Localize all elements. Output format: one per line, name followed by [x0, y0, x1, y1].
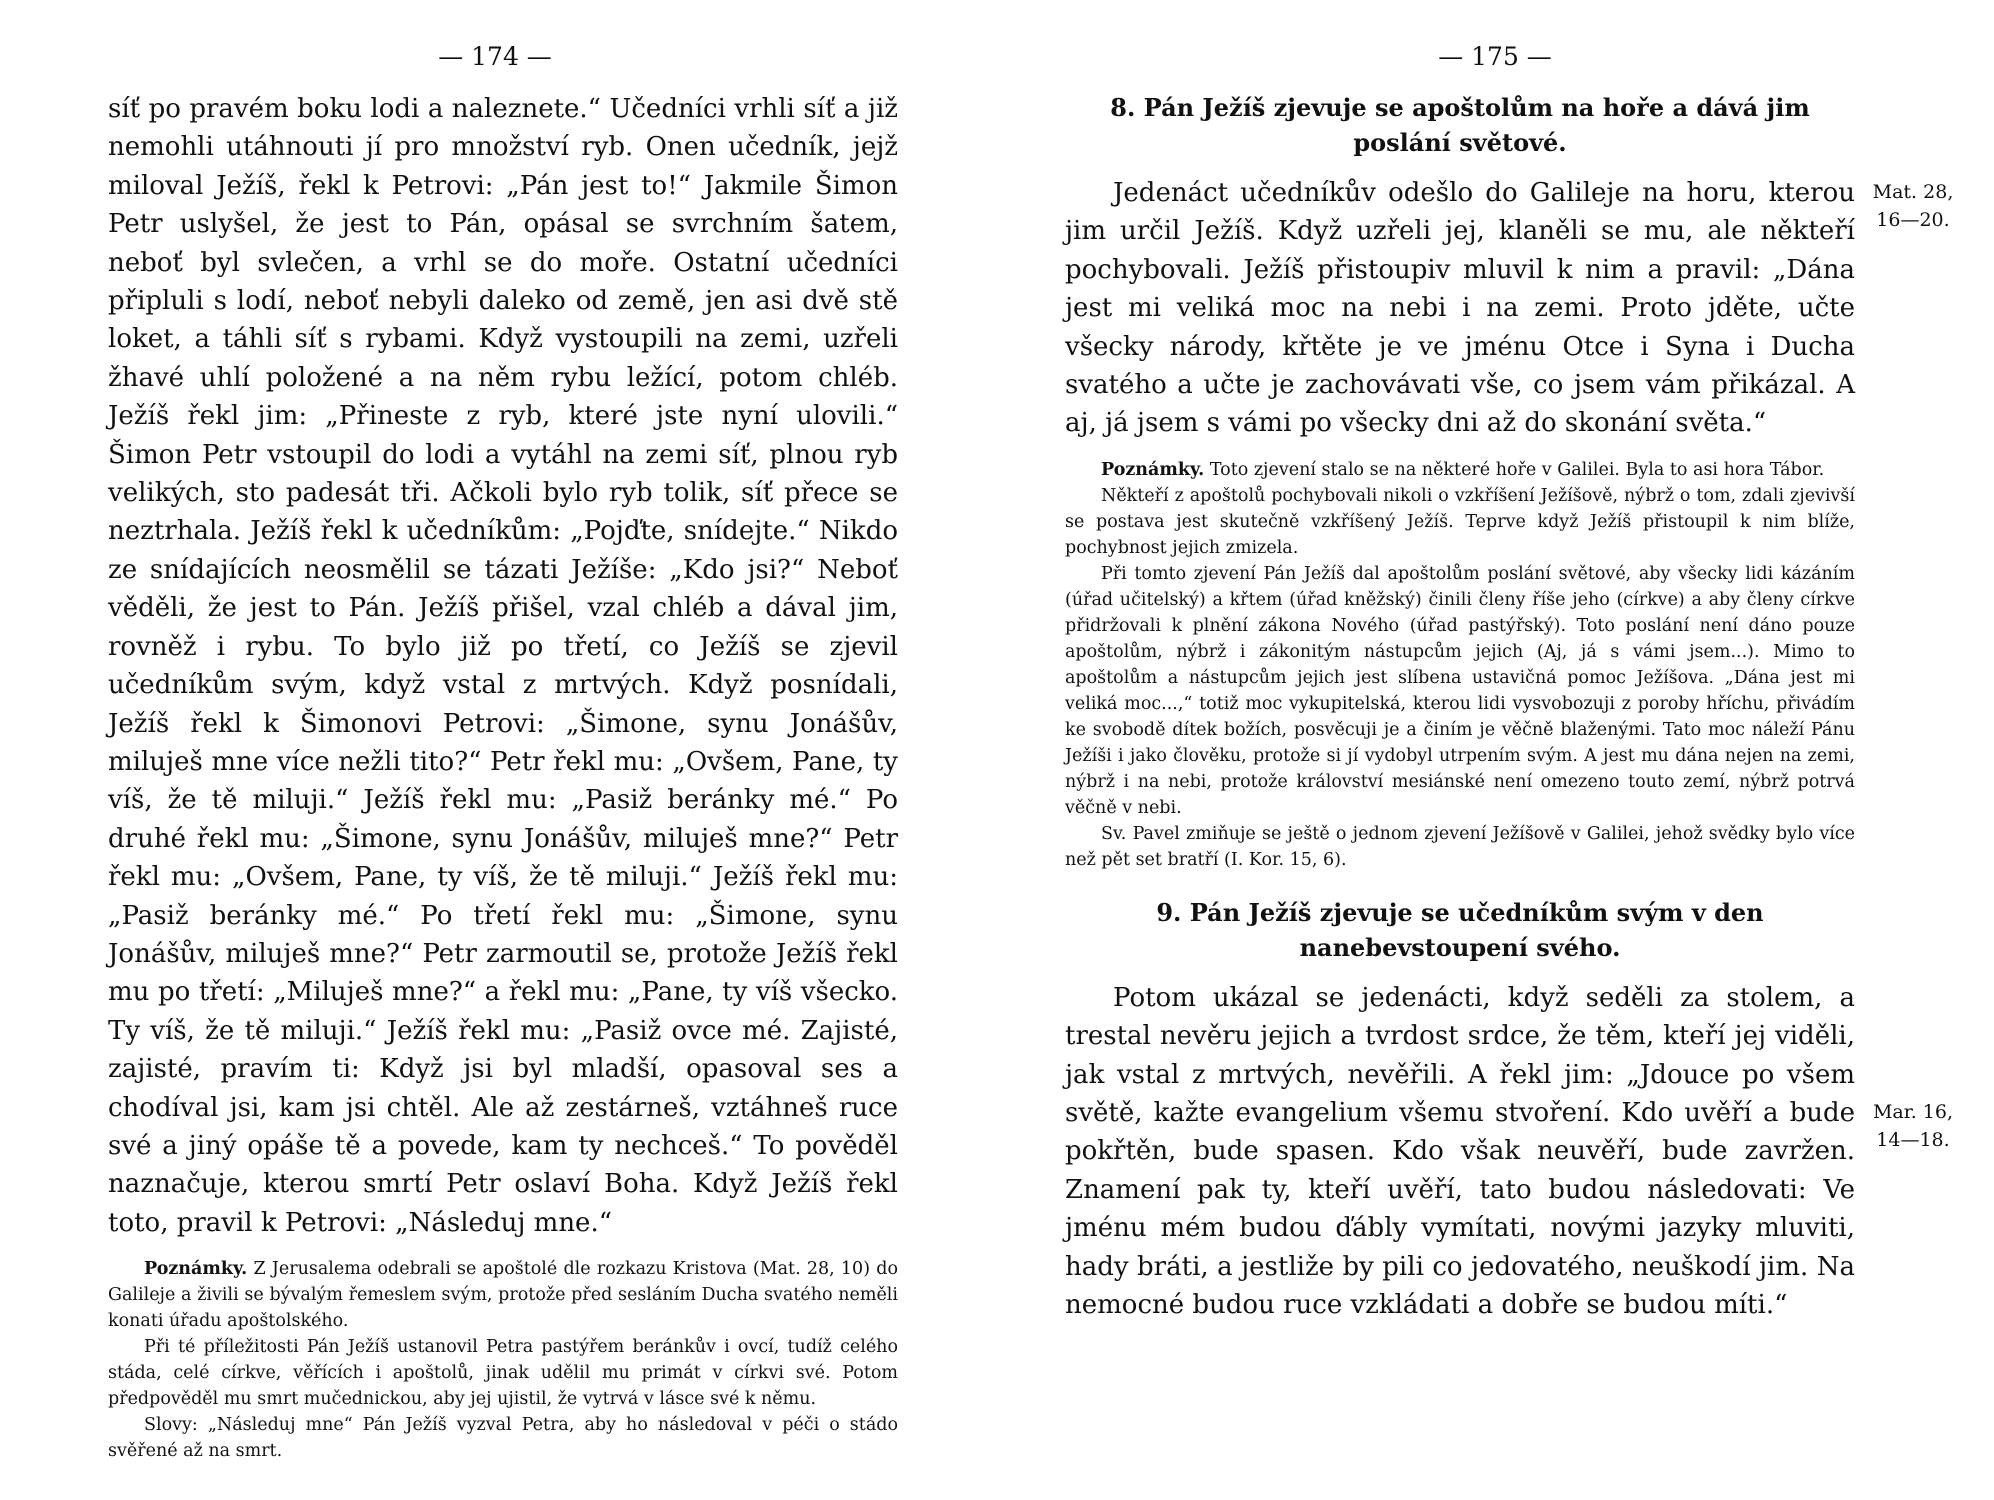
- note-paragraph: Při té příležitosti Pán Ježíš ustanovil Petra pastýřem beránkův i ovcí, tudíž celého stáda, celé církve, věřících i apoštolů, jinak udělil mu primát v církvi své. Potom předpověděl mu smrt mučednickou, aby jej ujistil, že vytrvá v lásce své k němu.: [108, 1337, 898, 1410]
- section-heading: 9. Pán Ježíš zjevuje se učedníkům svým v den nanebevstoupení svého.: [1156, 897, 1764, 962]
- body-text: síť po pravém boku lodi a naleznete.“ Učedníci vrhli síť a již nemohli utáhnouti jí pro množství ryb. Onen učedník, jejž miloval Ježíš, řekl k Petrovi: „Pán jest to!“ Jakmile Šimon Petr uslyšel, že jest to Pán, opásal se svrchním šatem, neboť byl svlečen, a vrhl se do moře. Ostatní učedníci připluli s lodí, neboť nebyli daleko od země, jen asi dvě stě loket, a táhli síť s rybami. Když vystoupili na zemi, uzřeli žhavé uhlí položené a na něm rybu ležící, potom chléb. Ježíš řekl jim: „Přineste z ryb, které jste nyní ulovili.“ Šimon Petr vstoupil do lodi a vytáhl na zemi síť, plnou ryb velikých, sto padesát tři. Ačkoli bylo ryb tolik, síť přece se neztrhala. Ježíš řekl k učedníkům: „Pojďte, snídejte.“ Nikdo ze snídajících neosmělil se tázati Ježíše: „Kdo jsi?“ Neboť věděli, že jest to Pán. Ježíš přišel, vzal chléb a dával jim, rovněž i rybu. To bylo již po třetí, co Ježíš se zjevil učedníkům svým, když vstal z mrtvých. Když posnídali, Ježíš řekl k Šimonovi Petrovi: „Šimone, synu Jonášův, miluješ mne více nežli tito?“ Petr řekl mu: „Ovšem, Pane, ty víš, že tě miluji.“ Ježíš řekl mu: „Pasiž beránky mé.“ Po druhé řekl mu: „Šimone, synu Jonášův, miluješ mne?“ Petr řekl mu: „Ovšem, Pane, ty víš, že tě miluji.“ Ježíš řekl mu: „Pasiž beránky mé.“ Po třetí řekl mu: „Šimone, synu Jonášův, miluješ mne?“ Petr zarmoutil se, protože Ježíš řekl mu po třetí: „Miluješ mne?“ a řekl mu: „Pane, ty víš všecko. Ty víš, že tě miluji.“ Ježíš řekl mu: „Pasiž ovce mé. Zajisté, zajisté, pravím ti: Když jsi byl mladší, opasoval ses a chodíval jsi, kam jsi chtěl. Ale až zestárneš, vztáhneš ruce své a jiný opáše tě a povede, kam ty nechceš.“ To pověděl naznačuje, kterou smrtí Petr oslaví Boha. Když Ježíš řekl toto, pravil k Petrovi: „Následuj mne.“: [108, 94, 898, 1238]
- right-page: [1010, 0, 1994, 1500]
- notes-label: Poznámky.: [1101, 459, 1205, 480]
- page-number: — 174 —: [438, 42, 552, 71]
- note-text: Toto zjevení stalo se na některé hoře v Galilei. Byla to asi hora Tábor.: [1209, 459, 1825, 480]
- reference-line: 14—18.: [1876, 1129, 1950, 1151]
- left-page: [0, 0, 990, 1500]
- section-heading: 8. Pán Ježíš zjevuje se apoštolům na hoře a dává jim poslání světové.: [1110, 93, 1810, 157]
- reference-line: 16—20.: [1876, 209, 1950, 231]
- body-text: Jedenáct učedníkův odešlo do Galileje na horu, kterou jim určil Ježíš. Když uzřeli jej, klaněli se mu, ale někteří pochybovali. Ježíš přistoupiv mluvil k nim a pravil: „Dána jest mi veliká moc na nebi i na zemi. Proto jděte, učte všecky národy, křtěte je ve jménu Otce i Syna i Ducha svatého a učte je zachovávati vše, co jsem vám přikázal. A aj, já jsem s vámi po všecky dni až do skonání světa.“: [1065, 178, 1855, 439]
- reference-line: Mar. 16,: [1872, 1101, 1954, 1123]
- note-paragraph: [1065, 457, 1855, 483]
- reference-line: Mat. 28,: [1872, 181, 1954, 203]
- page-number: — 175 —: [1438, 42, 1552, 71]
- text-column: [108, 90, 898, 1464]
- margin-reference: [1868, 178, 1958, 234]
- note-paragraph: Sv. Pavel zmiňuje se ještě o jednom zjevení Ježíšově v Galilei, jehož svědky bylo více než pět set bratří (I. Kor. 15, 6).: [1065, 823, 1855, 870]
- note-paragraph: Někteří z apoštolů pochybovali nikoli o vzkříšení Ježíšově, nýbrž o tom, zdali zjevivší se postava jest skutečně vzkříšený Ježíš. Teprve když Ježíš přistoupil k nim blíže, pochybnost jejich zmizela.: [1065, 485, 1855, 558]
- note-paragraph: Slovy: „Následuj mne“ Pán Ježíš vyzval Petra, aby ho následoval v péči o stádo svěřené až na smrt.: [108, 1415, 898, 1462]
- note-paragraph: [108, 1256, 898, 1334]
- text-column: [1065, 90, 1855, 1325]
- body-text: Potom ukázal se jedenácti, když seděli za stolem, a trestal nevěru jejich a tvrdost srdce, že těm, kteří jej viděli, jak vstal z mrtvých, nevěřili. A řekl jim: „Jdouce po všem světě, kažte evangelium všemu stvoření. Kdo uvěří a bude pokřtěn, bude spasen. Kdo však neuvěří, bude zavržen. Znamení pak ty, kteří uvěří, tato budou následovati: Ve jménu mém budou ďábly vymítati, novými jazyky mluviti, hady bráti, a jestliže by pili co jedovatého, neuškodí jim. Na nemocné budou ruce vzkládati a dobře se budou míti.“: [1065, 982, 1855, 1321]
- margin-reference: [1868, 1098, 1958, 1154]
- note-paragraph: Při tomto zjevení Pán Ježíš dal apoštolům poslání světové, aby všecky lidi kázáním (úřad učitelský) a křtem (úřad kněžský) činili členy říše jeho (církve) a aby členy církve přidržovali k plnění zákona Nového (úřad pastýřský). Toto poslání není dáno pouze apoštolům, nýbrž i zákonitým nástupcům jejich (Aj, já s vámi jsem...). Mimo to apoštolům a nástupcům jejich jest slíbena ustavičná pomoc Ježíšova. „Dána jest mi veliká moc...,“ totiž moc vykupitelská, kterou lidi vysvobozuji z poroby hříchu, přivádím ke svobodě dítek božích, posvěcuji je a činím je věčně blaženými. Tato moc náleží Pánu Ježíši i jako člověku, protože si jí vydobyl utrpením svým. A jest mu dána nejen na zemi, nýbrž i na nebi, protože království mesiánské není omezeno touto zemí, nýbrž potrvá věčně v nebi.: [1065, 563, 1855, 818]
- note-text: Z Jerusalema odebrali se apoštolé dle rozkazu Kristova (Mat. 28, 10) do Galileje a živili se bývalým řemeslem svým, protože před sesláním Ducha svatého neměli konati úřadu apoštolského.: [108, 1259, 898, 1332]
- notes-label: Poznámky.: [144, 1259, 248, 1280]
